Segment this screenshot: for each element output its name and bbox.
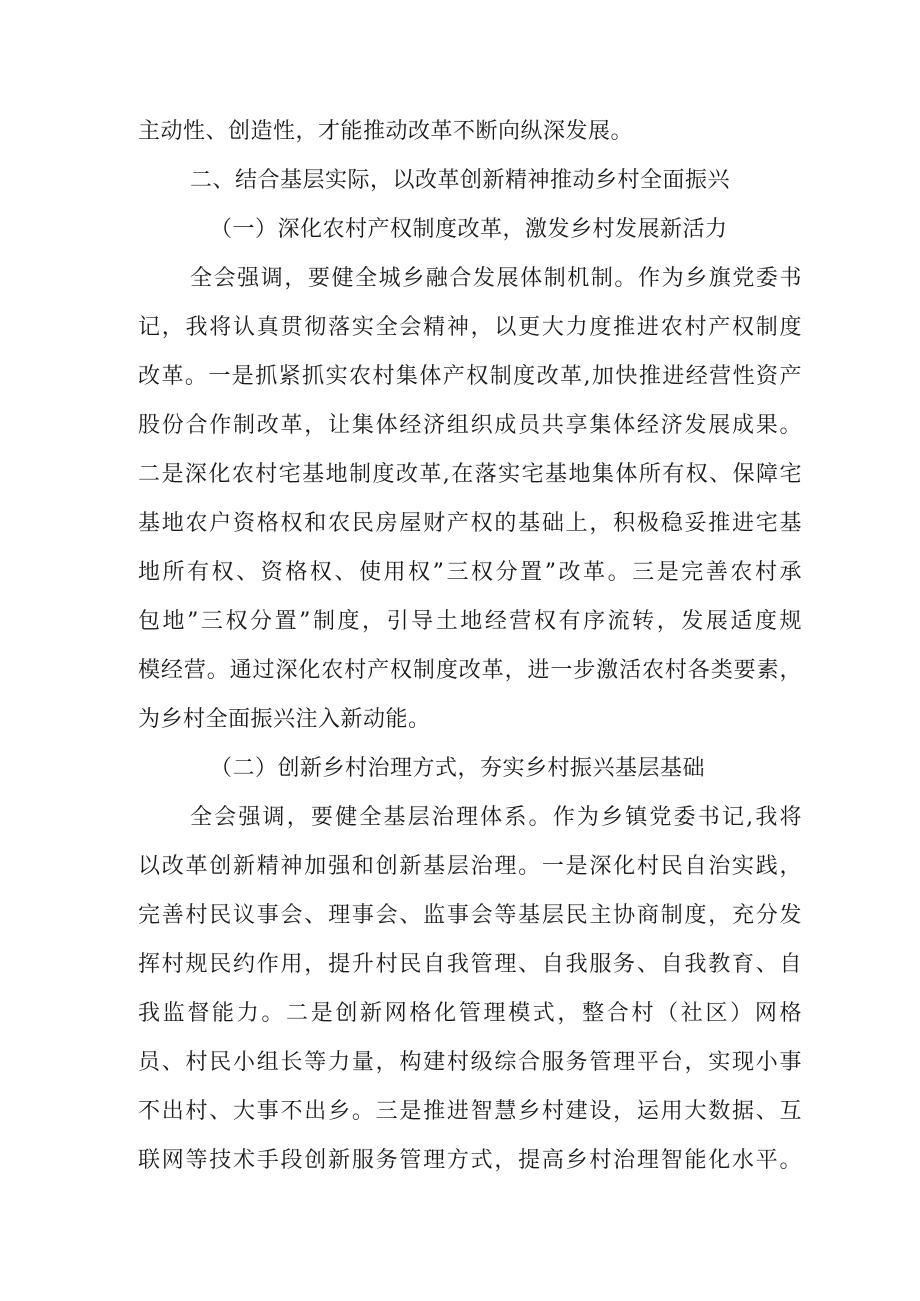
subsection-heading: （二）创新乡村治理方式，夯实乡村振兴基层基础	[210, 756, 706, 781]
paragraph-line: 基地农户资格权和农民房屋财产权的基础上，积极稳妥推进宅基	[138, 511, 802, 536]
paragraph-line: 股份合作制改革，让集体经济组织成员共享集体经济发展成果。	[138, 413, 802, 438]
paragraph-line: 全会强调，要健全基层治理体系。作为乡镇党委书记,我将	[190, 805, 802, 830]
paragraph-line: 员、村民小组长等力量，构建村级综合服务管理平台，实现小事	[138, 1050, 802, 1075]
paragraph-line: 我监督能力。二是创新网格化管理模式，整合村（社区）网格	[138, 1001, 802, 1026]
subsection-heading: （一）深化农村产权制度改革，激发乡村发展新活力	[210, 217, 728, 242]
paragraph-line: 记，我将认真贯彻落实全会精神，以更大力度推进农村产权制度	[138, 315, 802, 340]
paragraph-line: 以改革创新精神加强和创新基层治理。一是深化村民自治实践，	[138, 854, 802, 879]
paragraph-line: 完善村民议事会、理事会、监事会等基层民主协商制度，充分发	[138, 903, 802, 928]
paragraph-line: 为乡村全面振兴注入新动能。	[138, 707, 431, 732]
paragraph-line: 主动性、创造性，才能推动改革不断向纵深发展。	[138, 119, 634, 144]
paragraph-line: 包地”三权分置”制度，引导土地经营权有序流转，发展适度规	[138, 609, 802, 634]
paragraph-line: 挥村规民约作用，提升村民自我管理、自我服务、自我教育、自	[138, 952, 802, 977]
paragraph-line: 改革。一是抓紧抓实农村集体产权制度改革,加快推进经营性资产	[138, 364, 802, 389]
paragraph-line: 联网等技术手段创新服务管理方式，提高乡村治理智能化水平。	[138, 1148, 802, 1173]
paragraph-line: 地所有权、资格权、使用权”三权分置”改革。三是完善农村承	[138, 560, 802, 585]
section-heading: 二、结合基层实际，以改革创新精神推动乡村全面振兴	[190, 168, 731, 193]
paragraph-line: 模经营。通过深化农村产权制度改革，进一步激活农村各类要素，	[138, 658, 802, 683]
paragraph-line: 全会强调，要健全城乡融合发展体制机制。作为乡旗党委书	[190, 266, 802, 291]
paragraph-line: 二是深化农村宅基地制度改革,在落实宅基地集体所有权、保障宅	[138, 462, 802, 487]
paragraph-line: 不出村、大事不出乡。三是推进智慧乡村建设，运用大数据、互	[138, 1099, 802, 1124]
